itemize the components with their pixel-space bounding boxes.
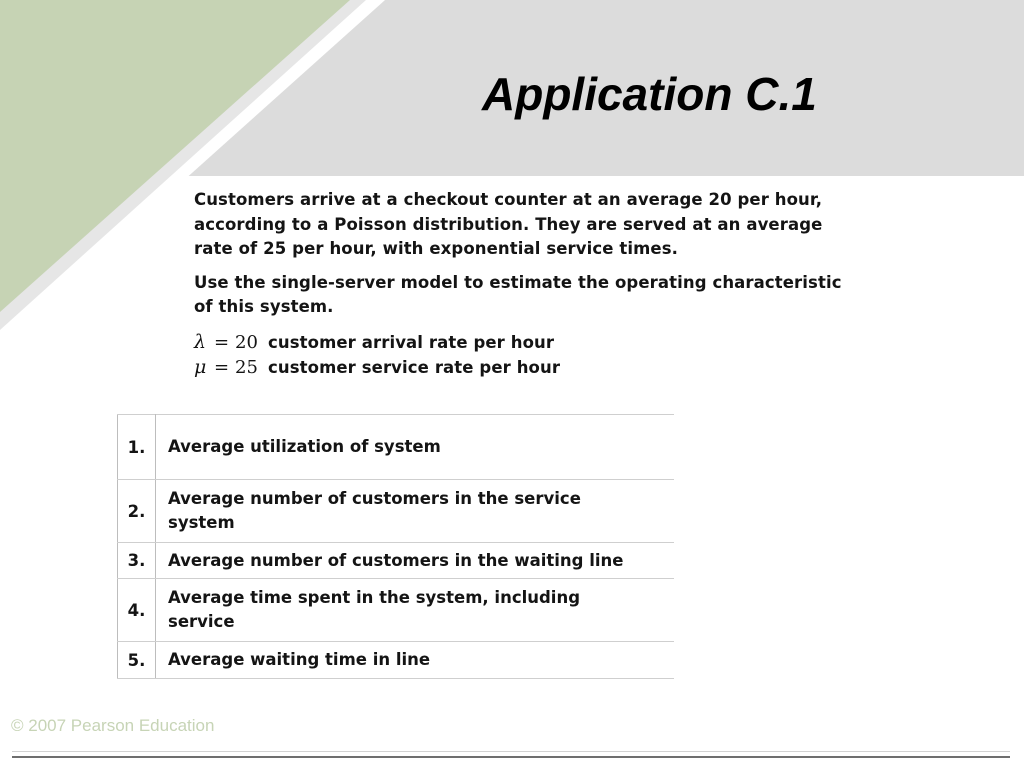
lambda-value: = 20: [214, 331, 259, 353]
footer-divider-light: [12, 751, 1010, 752]
slide-title: Application C.1: [482, 68, 817, 120]
row-label-line: Average number of customers in the waiting line: [168, 550, 624, 570]
lambda-symbol: λ: [194, 330, 207, 353]
row-label-line: service: [168, 612, 235, 631]
row-label-line: Average waiting time in line: [168, 650, 431, 669]
parameter-mu: [194, 355, 894, 380]
text-line: according to a Poisson distribution. They are served at an average: [194, 214, 823, 234]
parameter-lambda: [194, 330, 894, 355]
mu-value: = 25: [214, 356, 259, 378]
problem-statement: [194, 188, 894, 380]
row-label: [156, 642, 675, 679]
text-line: of this system.: [194, 297, 334, 316]
table-row: [118, 480, 675, 543]
row-label: [156, 543, 675, 579]
footer-divider-dark: [12, 756, 1010, 758]
parameter-list: [194, 330, 894, 380]
row-number: 4.: [118, 579, 156, 642]
row-label: [156, 480, 675, 543]
row-number: 5.: [118, 642, 156, 679]
problem-paragraph-2: [194, 271, 894, 320]
table-row: [118, 415, 675, 480]
text-line: rate of 25 per hour, with exponential service times.: [194, 239, 679, 258]
text-line: Use the single-server model to estimate the operating characteristic: [194, 272, 842, 292]
row-label-line: Average utilization of system: [168, 437, 441, 456]
table-row: [118, 642, 675, 679]
lambda-description: customer arrival rate per hour: [268, 332, 555, 352]
mu-symbol: μ: [194, 355, 207, 378]
operating-characteristics-table: [117, 414, 674, 679]
problem-paragraph-1: [194, 188, 894, 262]
row-number: 2.: [118, 480, 156, 543]
table-row: [118, 579, 675, 642]
table-row: [118, 543, 675, 579]
row-number: 3.: [118, 543, 156, 579]
mu-description: customer service rate per hour: [268, 357, 561, 377]
copyright-notice: © 2007 Pearson Education: [11, 716, 215, 735]
row-label: [156, 415, 675, 480]
row-label: [156, 579, 675, 642]
text-line: Customers arrive at a checkout counter at an average 20 per hour,: [194, 190, 823, 209]
row-number: 1.: [118, 415, 156, 480]
row-label-line: Average time spent in the system, including: [168, 588, 581, 607]
row-label-line: system: [168, 513, 235, 532]
row-label-line: Average number of customers in the service: [168, 489, 581, 508]
